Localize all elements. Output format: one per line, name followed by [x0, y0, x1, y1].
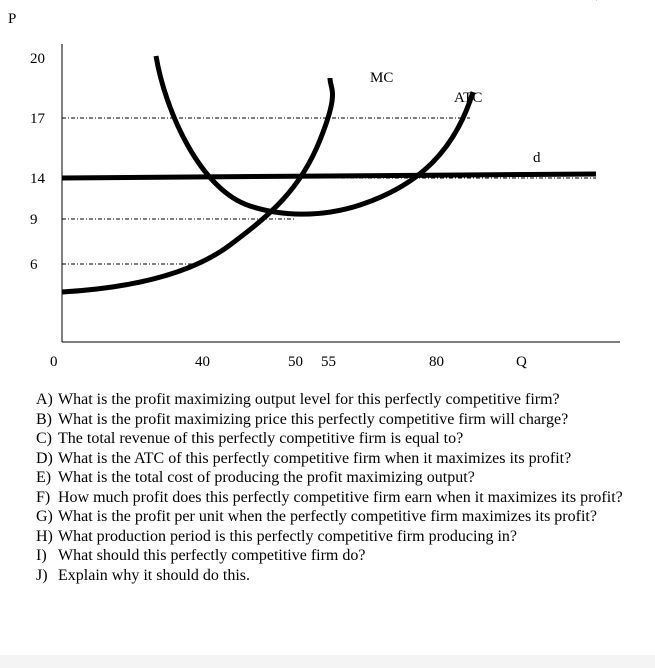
question-item — [36, 527, 636, 547]
series-label-d: d — [533, 150, 541, 166]
question-text: What is the profit maximizing output level for this perfectly competitive firm? — [58, 391, 560, 408]
question-letter: A) — [36, 391, 53, 408]
question-text: What is the ATC of this perfectly competitive firm when it maximizes its profit? — [58, 449, 572, 467]
question-text: What is the total cost of producing the profit maximizing output? — [58, 469, 475, 486]
question-item — [36, 566, 636, 586]
demand-line — [62, 174, 596, 178]
question-text: What production period is this perfectly competitive firm producing in? — [58, 527, 517, 545]
y-axis-label: P — [8, 11, 17, 27]
x-tick-label: 40 — [195, 354, 210, 370]
series-label-mc: MC — [370, 70, 394, 86]
y-tick-label: 17 — [30, 111, 45, 127]
question-item — [36, 390, 636, 410]
y-tick-label: 14 — [30, 171, 45, 187]
question-item — [36, 488, 636, 508]
y-tick-label: 9 — [30, 212, 38, 228]
question-letter: E) — [36, 469, 52, 486]
question-letter: H) — [36, 527, 53, 545]
curves — [62, 56, 596, 292]
x-tick-label: 55 — [321, 354, 336, 370]
x-axis-label: Q — [516, 354, 527, 370]
x-tick-label: 80 — [429, 354, 444, 370]
question-letter: F) — [36, 488, 51, 506]
question-text: What is the profit per unit when the perfectly competitive firm maximizes its profit? — [58, 508, 597, 525]
x-tick-label: 50 — [288, 354, 303, 370]
question-letter: D) — [36, 449, 53, 467]
axes — [62, 44, 620, 342]
question-item — [36, 410, 636, 430]
question-list — [36, 390, 636, 585]
question-letter: I) — [36, 547, 47, 564]
labels — [8, 11, 541, 370]
question-text: How much profit does this perfectly competitive firm earn when it maximizes its profit? — [58, 488, 623, 506]
series-label-atc: ATC — [454, 90, 483, 106]
question-letter: C) — [36, 430, 52, 447]
question-item — [36, 429, 636, 449]
question-item — [36, 546, 636, 566]
question-text: What is the profit maximizing price this perfectly competitive firm will charge? — [58, 410, 569, 428]
question-text: What should this perfectly competitive firm do? — [58, 547, 366, 564]
question-letter: G) — [36, 508, 53, 525]
y-tick-label: 20 — [30, 51, 45, 67]
mc-curve — [62, 78, 333, 292]
reference-lines — [62, 0, 596, 264]
question-item — [36, 449, 636, 469]
question-letter: J) — [36, 566, 48, 584]
bottom-strip — [0, 655, 655, 668]
question-item — [36, 468, 636, 488]
question-item — [36, 507, 636, 527]
atc-curve — [156, 56, 473, 214]
y-tick-label: 6 — [30, 257, 38, 273]
question-letter: B) — [36, 410, 52, 428]
x-origin-label: 0 — [50, 354, 58, 370]
question-text: The total revenue of this perfectly competitive firm is equal to? — [58, 430, 464, 447]
question-text: Explain why it should do this. — [58, 566, 250, 584]
